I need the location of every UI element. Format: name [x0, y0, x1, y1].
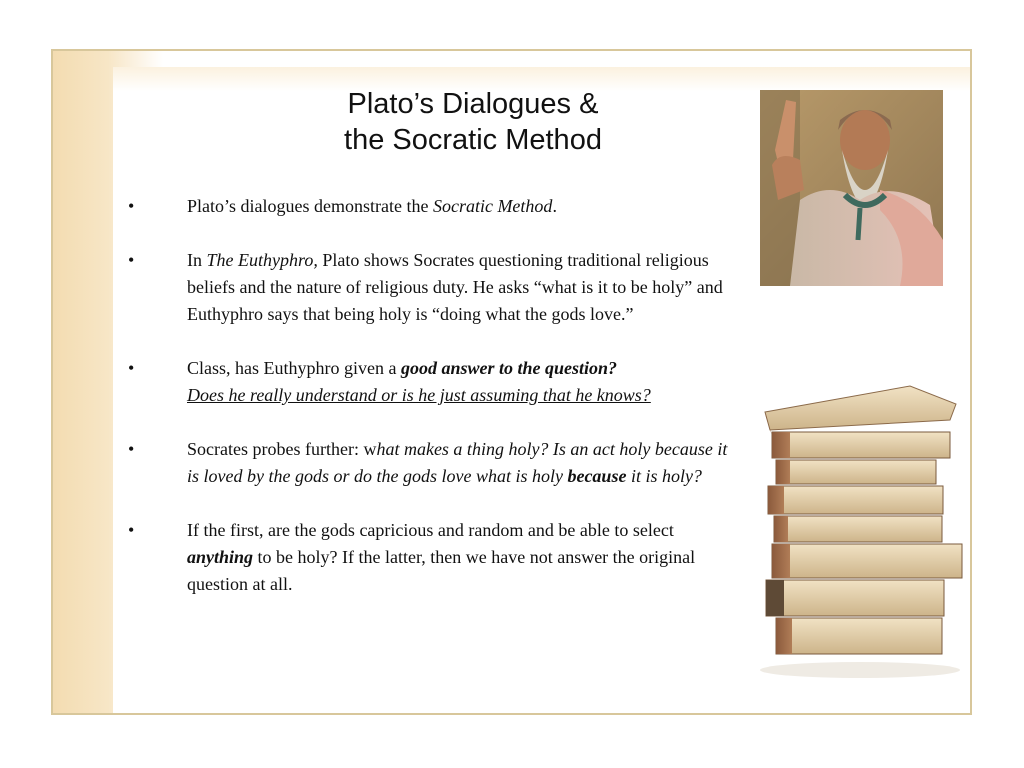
bullet-list [128, 193, 738, 625]
plato-portrait-image [760, 90, 943, 286]
bold-italic-text-span: because [567, 466, 627, 486]
bullet-item-4 [128, 436, 738, 490]
bold-italic-text-span: anything [187, 547, 254, 567]
text-span: . [552, 196, 557, 216]
bullet-item-5 [128, 517, 738, 598]
italic-text-span: Socratic Method [432, 196, 553, 216]
bullet-text [187, 517, 738, 598]
text-span: In [187, 250, 207, 270]
slide-title [300, 86, 646, 158]
text-span: Plato shows Socrates questioning traditional religious beliefs and the nature of religious duty. He asks “what is it to be holy” and Euthyphro says that being holy is “doing what the gods love.” [187, 250, 723, 324]
title-line-1: Plato’s Dialogues & [347, 88, 599, 120]
books-svg [760, 380, 970, 680]
bullet-marker: • [128, 520, 135, 540]
text-span: If the first, are the gods capricious and random and be able to select [187, 520, 674, 540]
bullet-item-1 [128, 193, 738, 220]
bold-italic-text-span: good answer to the question? [400, 358, 618, 378]
text-span: Socrates probes further: w [187, 439, 377, 459]
bullet-text [187, 193, 738, 220]
bullet-text [187, 355, 738, 409]
bullet-marker: • [128, 250, 135, 270]
stacked-books-image [760, 380, 970, 680]
italic-text-span: The Euthyphro, [206, 250, 318, 270]
text-span: to be holy? If the latter, then we have not answer the original question at all. [187, 547, 696, 594]
bullet-item-3 [128, 355, 738, 409]
italic-text-span: it is holy? [626, 466, 702, 486]
text-span: Plato’s dialogues demonstrate the [187, 196, 433, 216]
italic-text-span: hat makes a thing holy? Is an act holy because it is loved by the gods or do the gods love what is holy [187, 439, 728, 486]
bullet-marker: • [128, 439, 135, 459]
bullet-text [187, 436, 738, 490]
plato-portrait-svg [760, 90, 943, 286]
bullet-marker: • [128, 196, 135, 216]
text-span: Class, has Euthyphro given a [187, 358, 401, 378]
bullet-text [187, 247, 738, 328]
bullet-item-2 [128, 247, 738, 328]
underlined-italic-text-span: Does he really understand or is he just assuming that he knows? [187, 385, 651, 405]
title-line-2: the Socratic Method [344, 124, 602, 156]
bullet-marker: • [128, 358, 135, 378]
